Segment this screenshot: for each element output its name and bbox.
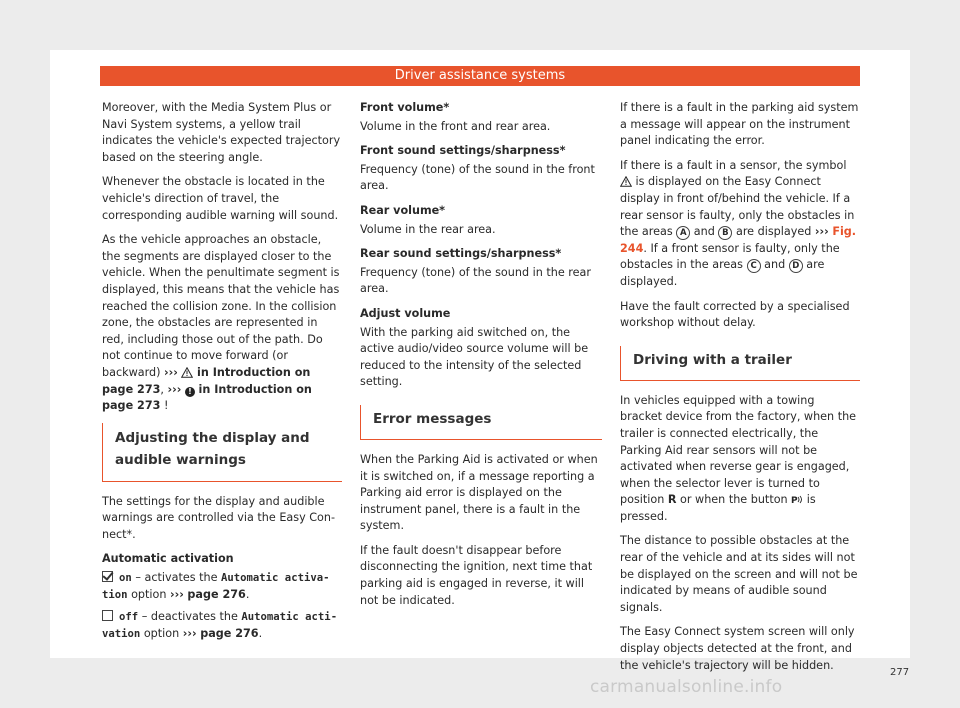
section-heading-error-messages: Error messages [360, 405, 602, 440]
paragraph: The distance to possible obstacles at the rear of the vehicle and at its sides will not be displayed on the screen and will not be indicated by means of audible sound signals. [620, 534, 858, 614]
area-label-d: D [789, 259, 803, 273]
paragraph: Frequency (tone) of the sound in the front area. [360, 162, 595, 193]
checkbox-checked-icon [102, 571, 113, 582]
column-middle [360, 100, 602, 617]
warning-triangle-icon [181, 367, 193, 378]
paragraph: If the fault doesn't disappear before disconnecting the ignition, next time that parking aid is engaged in reverse, it will not be indicated. [360, 543, 593, 607]
paragraph-sensor-fault: If there is a fault in a sensor, the symbol is displayed on the Easy Connect display in front of/behind the vehicle. If a rear sensor is faulty, only the obstacles in the areas A and B are displayed ››› Fig. 244. If a front sensor is faulty, only the obstacles in the areas C and D are displayed. [620, 158, 857, 288]
parking-sensor-icon [791, 494, 803, 505]
page-number: 277 [890, 667, 910, 678]
column-left [102, 100, 342, 644]
label-adjust-volume: Adjust volume [360, 306, 451, 320]
checkbox-empty-icon [102, 610, 113, 621]
label-front-volume: Front volume* [360, 101, 450, 114]
paragraph-trailer: In vehicles equipped with a towing bracket device from the factory, when the trailer is connected electrically, the Parking Aid rear sensors will not be activated when reverse gear is engaged, when the selector lever is turned to position R or when the button P is pressed. [620, 393, 857, 523]
paragraph: Volume in the front and rear area. [360, 119, 551, 133]
manual-page [50, 50, 910, 678]
info-circle-icon: ! [185, 387, 195, 397]
arrow-ref: ››› [164, 365, 178, 379]
label-front-sound: Front sound settings/sharpness* [360, 144, 566, 158]
label-automatic-activation: Automatic activation [102, 552, 234, 566]
section-heading-adjusting-display: Adjusting the display and audible warnings [102, 423, 342, 482]
arrow-ref: ››› [167, 382, 182, 396]
cross-reference-link[interactable]: in Introduction on page 273 [102, 382, 312, 413]
paragraph: Moreover, with the Media System Plus or Navi System systems, a yellow trail indicates the vehicle's expected trajectory based on the steering angle. [102, 101, 341, 164]
paragraph: The Easy Connect system screen will only display objects detected at the front, and the vehicle's trajectory will be hidden. [620, 625, 855, 672]
cross-reference-link[interactable]: page 276 [187, 587, 246, 601]
figure-reference-link[interactable]: Fig. 244 [620, 225, 857, 255]
watermark: carmanualsonline.info [590, 677, 783, 697]
option-on: on – activates the Automatic activation option ››› page 276. [102, 571, 330, 601]
label-rear-sound: Rear sound settings/sharpness* [360, 247, 562, 261]
label-rear-volume: Rear volume* [360, 203, 446, 217]
cross-reference-link[interactable]: in Introduction on page 273 [102, 365, 311, 396]
paragraph: When the Parking Aid is activated or when it is switched on, if a message reporting a Parking aid error is displayed on the instrument panel, there is a fault in the system. [360, 452, 598, 533]
column-right [620, 100, 860, 682]
area-label-a: A [676, 226, 690, 240]
cross-reference-link[interactable]: page 276 [200, 626, 259, 640]
paragraph: The settings for the display and audible warnings are controlled via the Easy Connect*. [102, 494, 336, 541]
paragraph: Frequency (tone) of the sound in the rear area. [360, 265, 591, 296]
area-label-c: C [747, 259, 761, 273]
area-label-b: B [718, 226, 732, 240]
paragraph: Whenever the obstacle is located in the vehicle's direction of travel, the corresponding audible warning will sound. [102, 175, 339, 222]
paragraph: Have the fault corrected by a specialised workshop without delay. [620, 299, 850, 330]
paragraph: Volume in the rear area. [360, 222, 496, 236]
page-header: Driver assistance systems [100, 66, 860, 86]
paragraph: With the parking aid switched on, the active audio/video source volume will be reduced to the intensity of the selected setting. [360, 325, 589, 389]
section-heading-driving-with-trailer: Driving with a trailer [620, 346, 860, 381]
gear-position-r: R [667, 493, 677, 507]
paragraph-collision-zone: As the vehicle approaches an obstacle, the segments are displayed closer to the vehicle. When the penultimate segment is displayed, this means that the vehicle has reached the collision zone. In the collision zone, the obstacles are represented in red, including those out of the path. Do not continue to move forward (or backward) ››› in Introduction on page 273, ››› ! in Introduction on page 273 ! [102, 233, 340, 413]
warning-triangle-icon [620, 176, 632, 187]
svg-text:P: P [791, 496, 798, 506]
paragraph: If there is a fault in the parking aid system a message will appear on the instrument panel indicating the error. [620, 101, 859, 148]
option-off: off – deactivates the Automatic activation option ››› page 276. [102, 610, 338, 640]
